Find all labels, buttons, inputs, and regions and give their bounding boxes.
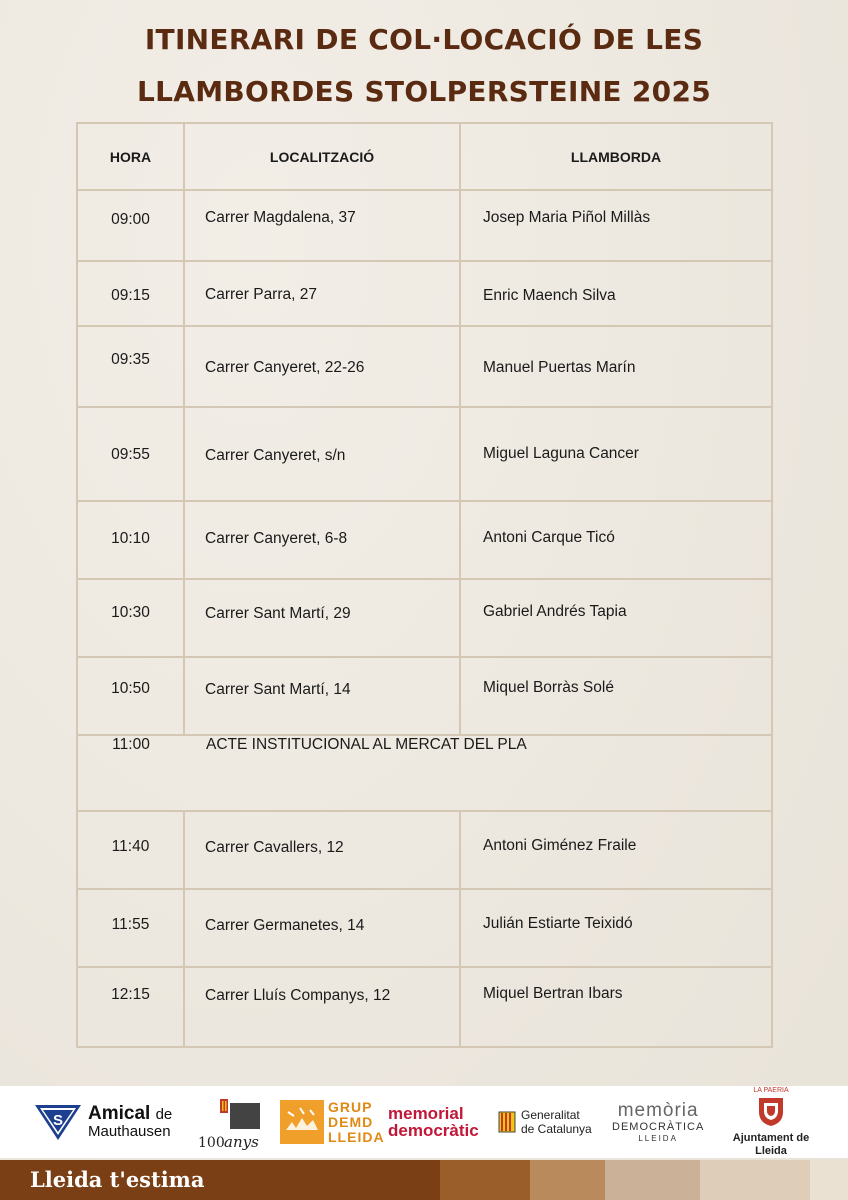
table-row: [77, 501, 772, 579]
row-llamborda: Gabriel Andrés Tapia: [483, 603, 627, 620]
footer-slogan: Lleida t'estima: [30, 1167, 205, 1192]
paeria-label: LA PAERIA: [753, 1087, 789, 1094]
memorial-line1: memorial: [388, 1104, 464, 1123]
row-llamborda: Miquel Borràs Solé: [483, 679, 614, 696]
amical-mauthausen: Mauthausen: [88, 1122, 171, 1140]
memorial-line2: democràtic: [388, 1121, 479, 1140]
row-llamborda: Antoni Giménez Fraile: [483, 837, 637, 854]
table-row: [77, 407, 772, 501]
row-hora: 09:00: [111, 211, 150, 228]
row-llamborda: Manuel Puertas Marín: [483, 359, 636, 376]
centenary-logo: [194, 1086, 266, 1158]
table-row: [77, 811, 772, 889]
row-localitzacio: Carrer Sant Martí, 14: [205, 681, 351, 698]
row-hora: 09:35: [111, 351, 150, 368]
table-row: [77, 889, 772, 967]
row-hora: 10:30: [111, 604, 150, 621]
memoria-line1: memòria: [617, 1099, 699, 1121]
amical-de: de: [155, 1105, 173, 1123]
centenary-number: 100: [198, 1135, 225, 1151]
row-localitzacio: Carrer Sant Martí, 29: [205, 605, 351, 622]
grup-demd-lleida-logo: [280, 1086, 385, 1158]
centenary-script: anys: [224, 1133, 259, 1151]
row-localitzacio: Carrer Magdalena, 37: [205, 209, 356, 226]
row-llamborda: Miguel Laguna Cancer: [483, 445, 639, 462]
demd-line1: GRUP: [328, 1098, 373, 1115]
table-row: [77, 261, 772, 326]
row-hora: 10:10: [111, 530, 150, 547]
senyera-shield-icon: [498, 1111, 516, 1133]
header-localitzacio: LOCALITZACIÓ: [184, 123, 460, 190]
row-hora: 10:50: [111, 680, 150, 697]
header-hora: HORA: [77, 123, 184, 190]
sponsor-logos: [0, 1086, 848, 1158]
special-event-row: [77, 735, 772, 811]
amical-word: Amical: [88, 1102, 151, 1124]
itinerary-table: [76, 122, 773, 1048]
centenary-emblem-icon: [194, 1091, 266, 1153]
amical-badge-icon: [34, 1102, 82, 1142]
table-header-row: [77, 123, 772, 190]
table-row: [77, 326, 772, 407]
row-llamborda: Josep Maria Piñol Millàs: [483, 209, 651, 226]
table-row: [77, 579, 772, 657]
row-hora: 11:55: [111, 916, 150, 933]
memoria-democratica-lleida-logo: [612, 1086, 704, 1158]
row-hora: 11:40: [111, 838, 150, 855]
special-hora: 11:00: [77, 735, 184, 811]
page-title: [0, 14, 848, 118]
memoria-line3: LLEIDA: [638, 1133, 678, 1143]
memoria-line2: DEMOCRÀTICA: [612, 1120, 705, 1133]
demd-line3: LLEIDA: [328, 1128, 385, 1145]
special-event-text: ACTE INSTITUCIONAL AL MERCAT DEL PLA: [184, 735, 772, 811]
amical-mauthausen-logo: [34, 1086, 172, 1158]
row-hora: 09:55: [111, 446, 150, 463]
table-row: [77, 190, 772, 261]
demd-line2: DEMD: [328, 1113, 374, 1130]
row-llamborda: Miquel Bertran Ibars: [483, 985, 623, 1002]
row-llamborda: Antoni Carque Ticó: [483, 529, 615, 546]
generalitat-line1: Generalitat: [521, 1108, 580, 1122]
row-localitzacio: Carrer Lluís Companys, 12: [205, 987, 391, 1004]
memorial-democratic-logo: [388, 1086, 479, 1158]
row-hora: 12:15: [111, 986, 150, 1003]
generalitat-logo: [498, 1086, 592, 1158]
row-hora: 09:15: [111, 287, 150, 304]
row-localitzacio: Carrer Parra, 27: [205, 286, 317, 303]
row-llamborda: Enric Maench Silva: [483, 287, 616, 304]
row-localitzacio: Carrer Canyeret, s/n: [205, 447, 346, 464]
demd-square-icon: [280, 1100, 324, 1144]
lleida-crest-icon: [756, 1095, 786, 1127]
row-localitzacio: Carrer Cavallers, 12: [205, 839, 344, 856]
table-row: [77, 967, 772, 1047]
ajuntament-name: Ajuntament de Lleida: [732, 1132, 810, 1157]
title-line-1: ITINERARI DE COL·LOCACIÓ DE LES: [144, 23, 704, 56]
title-line-2: LLAMBORDES STOLPERSTEINE 2025: [136, 75, 712, 108]
generalitat-line2: de Catalunya: [521, 1122, 592, 1136]
row-localitzacio: Carrer Canyeret, 6-8: [205, 530, 348, 547]
table-row: [77, 657, 772, 735]
ajuntament-lleida-logo: [716, 1086, 826, 1158]
row-localitzacio: Carrer Germanetes, 14: [205, 917, 365, 934]
row-llamborda: Julián Estiarte Teixidó: [483, 915, 633, 932]
amical-badge-letter: S: [52, 1112, 64, 1129]
row-localitzacio: Carrer Canyeret, 22-26: [205, 359, 365, 376]
header-llamborda: LLAMBORDA: [460, 123, 772, 190]
